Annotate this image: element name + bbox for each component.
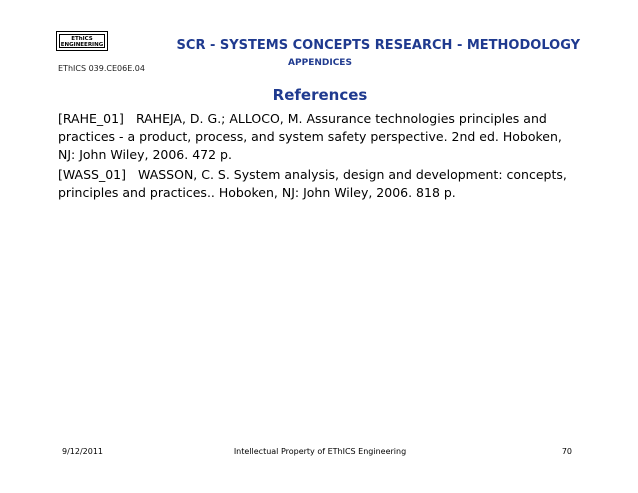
page-heading: References [272,86,368,104]
reference-tag: [WASS_01] [58,167,127,182]
reference-tag: [RAHE_01] [58,111,124,126]
section-label: APPENDICES [288,58,352,68]
footer-date: 9/12/2011 [62,447,104,456]
reference-text: WASSON, C. S. System analysis, design and development: concepts, principles and practices.. Hoboken, NJ: John Wiley, 2006. 818 p. [58,167,567,200]
company-logo [56,31,108,51]
references-list [58,110,578,204]
logo-frame [59,34,105,48]
document-id: EThICS 039.CE06E.04 [58,64,145,73]
logo-text-top: EThICS [71,36,93,42]
reference-item [58,166,578,202]
document-title: SCR - SYSTEMS CONCEPTS RESEARCH - METHODOLOGY [176,38,580,53]
page-number: 70 [561,447,572,456]
logo-text-bottom: ENGINEERING [60,42,104,48]
reference-item [58,110,578,164]
footer-text: Intellectual Property of EThICS Engineering [233,447,407,456]
reference-text: RAHEJA, D. G.; ALLOCO, M. Assurance technologies principles and practices - a product, process, and system safety perspective. 2nd ed. Hoboken, NJ: John Wiley, 2006. 472 p. [58,111,562,162]
